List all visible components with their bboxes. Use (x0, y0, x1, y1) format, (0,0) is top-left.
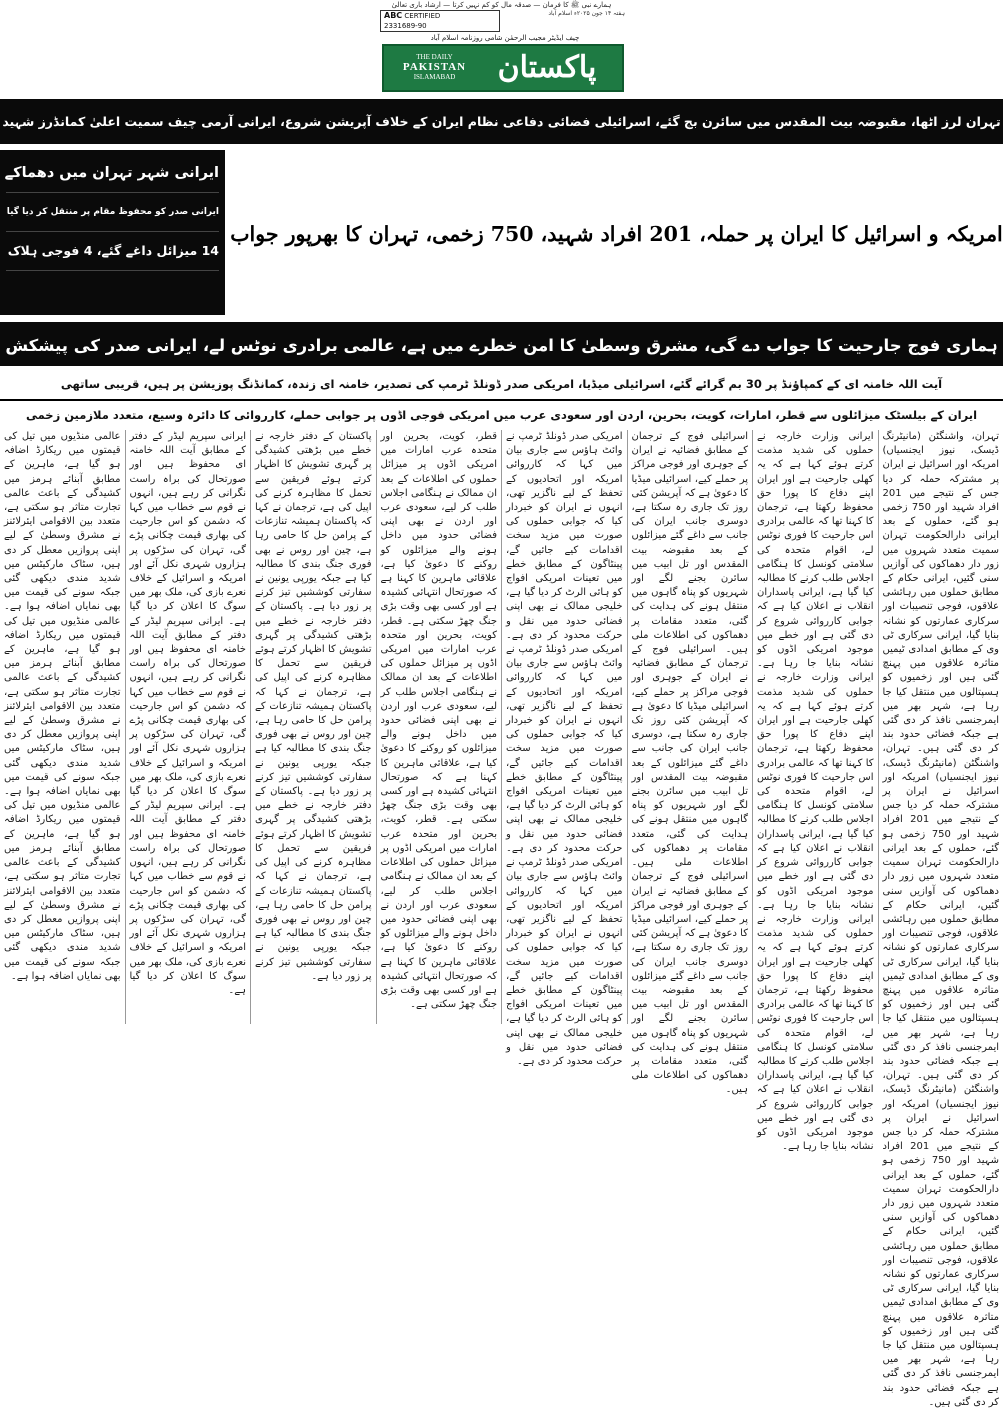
phone-number: 2331689-90 (384, 22, 427, 30)
abc-label: ABC (384, 11, 402, 20)
article-column: عالمی منڈیوں میں تیل کی قیمتوں میں ریکارڈ اضافہ ہو گیا ہے، ماہرین کے مطابق آبنائے ہرمز میں کشیدگی کے باعث عالمی تجارت متاثر ہو سکتی ہے، متعدد بین الاقوامی ایئرلائنز نے مشرق وسطیٰ کے لیے اپنی پروازیں معطل کر دی ہیں، سٹاک مارکیٹس میں شدید مندی دیکھی گئی جبکہ سونے کی قیمت میں بھی نمایاں اضافہ ہوا ہے۔ عالمی منڈیوں میں تیل کی قیمتوں میں ریکارڈ اضافہ ہو گیا ہے، ماہرین کے مطابق آبنائے ہرمز میں کشیدگی کے باعث عالمی تجارت متاثر ہو سکتی ہے، متعدد بین الاقوامی ایئرلائنز نے مشرق وسطیٰ کے لیے اپنی پروازیں معطل کر دی ہیں، سٹاک مارکیٹس میں شدید مندی دیکھی گئی جبکہ سونے کی قیمت میں بھی نمایاں اضافہ ہوا ہے۔ عالمی منڈیوں میں تیل کی قیمتوں میں ریکارڈ اضافہ ہو گیا ہے، ماہرین کے مطابق آبنائے ہرمز میں کشیدگی کے باعث عالمی تجارت متاثر ہو سکتی ہے، متعدد بین الاقوامی ایئرلائنز نے مشرق وسطیٰ کے لیے اپنی پروازیں معطل کر دی ہیں، سٹاک مارکیٹس میں شدید مندی دیکھی گئی جبکہ سونے کی قیمت میں بھی نمایاں اضافہ ہوا ہے۔ (0, 430, 125, 1024)
logo-english-the-daily: THE DAILY (392, 52, 477, 62)
date-line: ہفتہ ۱۴ جون ۲۰۲۵ء اسلام آباد (505, 10, 625, 32)
main-headline: امریکہ و اسرائیل کا ایران پر حملہ، 201 افراد شہید، 750 زخمی، تہران کا بھرپور جواب (230, 148, 1003, 320)
side-highlight-line: ایرانی شہر تہران میں دھماکے (6, 154, 219, 193)
info-line-2: ایران کے بیلسٹک میزائلوں سے قطر، امارات، کویت، بحرین، اردن اور سعودی عرب میں امریکی فوجی اڈوں پر جوابی حملے، کارروائی کا دائرہ وسیع، متعدد ملازمین زخمی (0, 404, 1003, 426)
logo-english-name: PAKISTAN (392, 62, 477, 72)
editor-line: چیف ایڈیٹر مجیب الرحمٰن شامی روزنامہ اسلام آباد (385, 32, 625, 44)
abc-certification-box (380, 10, 500, 32)
article-column: اسرائیلی فوج کے ترجمان کے مطابق فضائیہ نے ایران کے جوہری اور فوجی مراکز پر حملے کیے، اسرائیلی میڈیا کا دعویٰ ہے کہ آپریشن کئی روز تک جاری رہ سکتا ہے، دوسری جانب ایران کی جانب سے داغے گئے میزائلوں کے بعد مقبوضہ بیت المقدس اور تل ابیب میں سائرن بجنے لگے اور شہریوں کو پناہ گاہوں میں منتقل ہونے کی ہدایت کی گئی، متعدد مقامات پر دھماکوں کی اطلاعات ملی ہیں۔ اسرائیلی فوج کے ترجمان کے مطابق فضائیہ نے ایران کے جوہری اور فوجی مراکز پر حملے کیے، اسرائیلی میڈیا کا دعویٰ ہے کہ آپریشن کئی روز تک جاری رہ سکتا ہے، دوسری جانب ایران کی جانب سے داغے گئے میزائلوں کے بعد مقبوضہ بیت المقدس اور تل ابیب میں سائرن بجنے لگے اور شہریوں کو پناہ گاہوں میں منتقل ہونے کی ہدایت کی گئی، متعدد مقامات پر دھماکوں کی اطلاعات ملی ہیں۔ اسرائیلی فوج کے ترجمان کے مطابق فضائیہ نے ایران کے جوہری اور فوجی مراکز پر حملے کیے، اسرائیلی میڈیا کا دعویٰ ہے کہ آپریشن کئی روز تک جاری رہ سکتا ہے، دوسری جانب ایران کی جانب سے داغے گئے میزائلوں کے بعد مقبوضہ بیت المقدس اور تل ابیب میں سائرن بجنے لگے اور شہریوں کو پناہ گاہوں میں منتقل ہونے کی ہدایت کی گئی، متعدد مقامات پر دھماکوں کی اطلاعات ملی ہیں۔ (627, 430, 753, 1024)
side-highlights-box (0, 150, 225, 315)
article-column: قطر، کویت، بحرین اور متحدہ عرب امارات میں امریکی اڈوں پر میزائل حملوں کی اطلاعات کے بعد ان ممالک نے ہنگامی اجلاس طلب کر لیے، سعودی عرب اور اردن نے بھی اپنی فضائی حدود میں داخل ہونے والے میزائلوں کو روکنے کا دعویٰ کیا ہے، علاقائی ماہرین کا کہنا ہے کہ صورتحال انتہائی کشیدہ ہے اور کسی بھی وقت بڑی جنگ چھڑ سکتی ہے۔ قطر، کویت، بحرین اور متحدہ عرب امارات میں امریکی اڈوں پر میزائل حملوں کی اطلاعات کے بعد ان ممالک نے ہنگامی اجلاس طلب کر لیے، سعودی عرب اور اردن نے بھی اپنی فضائی حدود میں داخل ہونے والے میزائلوں کو روکنے کا دعویٰ کیا ہے، علاقائی ماہرین کا کہنا ہے کہ صورتحال انتہائی کشیدہ ہے اور کسی بھی وقت بڑی جنگ چھڑ سکتی ہے۔ قطر، کویت، بحرین اور متحدہ عرب امارات میں امریکی اڈوں پر میزائل حملوں کی اطلاعات کے بعد ان ممالک نے ہنگامی اجلاس طلب کر لیے، سعودی عرب اور اردن نے بھی اپنی فضائی حدود میں داخل ہونے والے میزائلوں کو روکنے کا دعویٰ کیا ہے، علاقائی ماہرین کا کہنا ہے کہ صورتحال انتہائی کشیدہ ہے اور کسی بھی وقت بڑی جنگ چھڑ سکتی ہے۔ (376, 430, 502, 1024)
article-column: تہران، واشنگٹن (مانیٹرنگ ڈیسک، نیوز ایجنسیاں) امریکہ اور اسرائیل نے ایران پر مشترکہ حملہ کر دیا جس کے نتیجے میں 201 افراد شہید اور 750 زخمی ہو گئے، حملوں کے بعد ایرانی دارالحکومت تہران سمیت متعدد شہروں میں زور دار دھماکوں کی آوازیں سنی گئیں، ایرانی حکام کے مطابق حملوں میں رہائشی علاقوں، فوجی تنصیبات اور سرکاری عمارتوں کو نشانہ بنایا گیا، ایرانی سرکاری ٹی وی کے مطابق امدادی ٹیمیں متاثرہ علاقوں میں پہنچ گئی ہیں اور زخمیوں کو ہسپتالوں میں منتقل کیا جا رہا ہے، شہر بھر میں ایمرجنسی نافذ کر دی گئی ہے جبکہ فضائی حدود بند کر دی گئی ہیں۔ تہران، واشنگٹن (مانیٹرنگ ڈیسک، نیوز ایجنسیاں) امریکہ اور اسرائیل نے ایران پر مشترکہ حملہ کر دیا جس کے نتیجے میں 201 افراد شہید اور 750 زخمی ہو گئے، حملوں کے بعد ایرانی دارالحکومت تہران سمیت متعدد شہروں میں زور دار دھماکوں کی آوازیں سنی گئیں، ایرانی حکام کے مطابق حملوں میں رہائشی علاقوں، فوجی تنصیبات اور سرکاری عمارتوں کو نشانہ بنایا گیا، ایرانی سرکاری ٹی وی کے مطابق امدادی ٹیمیں متاثرہ علاقوں میں پہنچ گئی ہیں اور زخمیوں کو ہسپتالوں میں منتقل کیا جا رہا ہے، شہر بھر میں ایمرجنسی نافذ کر دی گئی ہے جبکہ فضائی حدود بند کر دی گئی ہیں۔ تہران، واشنگٹن (مانیٹرنگ ڈیسک، نیوز ایجنسیاں) امریکہ اور اسرائیل نے ایران پر مشترکہ حملہ کر دیا جس کے نتیجے میں 201 افراد شہید اور 750 زخمی ہو گئے، حملوں کے بعد ایرانی دارالحکومت تہران سمیت متعدد شہروں میں زور دار دھماکوں کی آوازیں سنی گئیں، ایرانی حکام کے مطابق حملوں میں رہائشی علاقوں، فوجی تنصیبات اور سرکاری عمارتوں کو نشانہ بنایا گیا، ایرانی سرکاری ٹی وی کے مطابق امدادی ٹیمیں متاثرہ علاقوں میں پہنچ گئی ہیں اور زخمیوں کو ہسپتالوں میں منتقل کیا جا رہا ہے، شہر بھر میں ایمرجنسی نافذ کر دی گئی ہے جبکہ فضائی حدود بند کر دی گئی ہیں۔ (878, 430, 1003, 1024)
sub-headline-banner: ہماری فوج جارحیت کا جواب دے گی، مشرق وسطیٰ کا امن خطرے میں ہے، عالمی برادری نوٹس لے، ایرانی صدر کی پیشکش (0, 322, 1003, 370)
logo-english-block (392, 52, 477, 82)
newspaper-logo (382, 44, 624, 92)
side-highlight-line: ایرانی صدر کو محفوظ مقام پر منتقل کر دیا گیا (6, 193, 219, 232)
article-column: ایرانی وزارت خارجہ نے حملوں کی شدید مذمت کرتے ہوئے کہا ہے کہ یہ کھلی جارحیت ہے اور ایران اپنے دفاع کا پورا حق محفوظ رکھتا ہے، ترجمان کا کہنا تھا کہ عالمی برادری اس جارحیت کا فوری نوٹس لے، اقوام متحدہ کی سلامتی کونسل کا ہنگامی اجلاس طلب کرنے کا مطالبہ کیا گیا ہے، ایرانی پاسداران انقلاب نے اعلان کیا ہے کہ جوابی کارروائی شروع کر دی گئی ہے اور خطے میں موجود امریکی اڈوں کو نشانہ بنایا جا رہا ہے۔ ایرانی وزارت خارجہ نے حملوں کی شدید مذمت کرتے ہوئے کہا ہے کہ یہ کھلی جارحیت ہے اور ایران اپنے دفاع کا پورا حق محفوظ رکھتا ہے، ترجمان کا کہنا تھا کہ عالمی برادری اس جارحیت کا فوری نوٹس لے، اقوام متحدہ کی سلامتی کونسل کا ہنگامی اجلاس طلب کرنے کا مطالبہ کیا گیا ہے، ایرانی پاسداران انقلاب نے اعلان کیا ہے کہ جوابی کارروائی شروع کر دی گئی ہے اور خطے میں موجود امریکی اڈوں کو نشانہ بنایا جا رہا ہے۔ ایرانی وزارت خارجہ نے حملوں کی شدید مذمت کرتے ہوئے کہا ہے کہ یہ کھلی جارحیت ہے اور ایران اپنے دفاع کا پورا حق محفوظ رکھتا ہے، ترجمان کا کہنا تھا کہ عالمی برادری اس جارحیت کا فوری نوٹس لے، اقوام متحدہ کی سلامتی کونسل کا ہنگامی اجلاس طلب کرنے کا مطالبہ کیا گیا ہے، ایرانی پاسداران انقلاب نے اعلان کیا ہے کہ جوابی کارروائی شروع کر دی گئی ہے اور خطے میں موجود امریکی اڈوں کو نشانہ بنایا جا رہا ہے۔ (752, 430, 878, 1024)
logo-english-city: ISLAMABAD (392, 72, 477, 82)
logo-urdu-title: پاکستان (482, 46, 612, 90)
side-highlight-line: 14 میزائل داغے گئے، 4 فوجی ہلاک (6, 232, 219, 271)
abc-certified-label: CERTIFIED (404, 12, 440, 20)
article-column: امریکی صدر ڈونلڈ ٹرمپ نے وائٹ ہاؤس سے جاری بیان میں کہا کہ کارروائی امریکہ اور اتحادیوں کے تحفظ کے لیے ناگزیر تھی، انہوں نے ایران کو خبردار کیا کہ جوابی حملوں کی صورت میں مزید سخت اقدامات کیے جائیں گے، پینٹاگون کے مطابق خطے میں تعینات امریکی افواج کو ہائی الرٹ کر دیا گیا ہے، خلیجی ممالک نے بھی اپنی فضائی حدود میں نقل و حرکت محدود کر دی ہے۔ امریکی صدر ڈونلڈ ٹرمپ نے وائٹ ہاؤس سے جاری بیان میں کہا کہ کارروائی امریکہ اور اتحادیوں کے تحفظ کے لیے ناگزیر تھی، انہوں نے ایران کو خبردار کیا کہ جوابی حملوں کی صورت میں مزید سخت اقدامات کیے جائیں گے، پینٹاگون کے مطابق خطے میں تعینات امریکی افواج کو ہائی الرٹ کر دیا گیا ہے، خلیجی ممالک نے بھی اپنی فضائی حدود میں نقل و حرکت محدود کر دی ہے۔ امریکی صدر ڈونلڈ ٹرمپ نے وائٹ ہاؤس سے جاری بیان میں کہا کہ کارروائی امریکہ اور اتحادیوں کے تحفظ کے لیے ناگزیر تھی، انہوں نے ایران کو خبردار کیا کہ جوابی حملوں کی صورت میں مزید سخت اقدامات کیے جائیں گے، پینٹاگون کے مطابق خطے میں تعینات امریکی افواج کو ہائی الرٹ کر دیا گیا ہے، خلیجی ممالک نے بھی اپنی فضائی حدود میں نقل و حرکت محدود کر دی ہے۔ (501, 430, 627, 1024)
info-line-1: آیت اللہ خامنہ ای کے کمپاؤنڈ پر 30 بم گرائے گئے، اسرائیلی میڈیا، امریکی صدر ڈونلڈ ٹرمپ کی تصدیر، خامنہ ای زندہ، کمانڈنگ پوزیشن پر ہیں، قریبی ساتھی (0, 372, 1003, 396)
article-column: پاکستان کے دفتر خارجہ نے خطے میں بڑھتی کشیدگی پر گہری تشویش کا اظہار کرتے ہوئے فریقین سے تحمل کا مظاہرہ کرنے کی اپیل کی ہے، ترجمان نے کہا کہ پاکستان ہمیشہ تنازعات کے پرامن حل کا حامی رہا ہے، چین اور روس نے بھی فوری جنگ بندی کا مطالبہ کیا ہے جبکہ یورپی یونین نے سفارتی کوششیں تیز کرنے پر زور دیا ہے۔ پاکستان کے دفتر خارجہ نے خطے میں بڑھتی کشیدگی پر گہری تشویش کا اظہار کرتے ہوئے فریقین سے تحمل کا مظاہرہ کرنے کی اپیل کی ہے، ترجمان نے کہا کہ پاکستان ہمیشہ تنازعات کے پرامن حل کا حامی رہا ہے، چین اور روس نے بھی فوری جنگ بندی کا مطالبہ کیا ہے جبکہ یورپی یونین نے سفارتی کوششیں تیز کرنے پر زور دیا ہے۔ پاکستان کے دفتر خارجہ نے خطے میں بڑھتی کشیدگی پر گہری تشویش کا اظہار کرتے ہوئے فریقین سے تحمل کا مظاہرہ کرنے کی اپیل کی ہے، ترجمان نے کہا کہ پاکستان ہمیشہ تنازعات کے پرامن حل کا حامی رہا ہے، چین اور روس نے بھی فوری جنگ بندی کا مطالبہ کیا ہے جبکہ یورپی یونین نے سفارتی کوششیں تیز کرنے پر زور دیا ہے۔ (250, 430, 376, 1024)
divider (0, 399, 1003, 401)
article-column: ایرانی سپریم لیڈر کے دفتر کے مطابق آیت اللہ خامنہ ای محفوظ ہیں اور صورتحال کی براہ راست نگرانی کر رہے ہیں، انہوں نے قوم سے خطاب میں کہا کہ دشمن کو اس جارحیت کی بھاری قیمت چکانی پڑے گی، تہران کی سڑکوں پر ہزاروں شہری نکل آئے اور امریکہ و اسرائیل کے خلاف نعرے بازی کی، ملک بھر میں سوگ کا اعلان کر دیا گیا ہے۔ ایرانی سپریم لیڈر کے دفتر کے مطابق آیت اللہ خامنہ ای محفوظ ہیں اور صورتحال کی براہ راست نگرانی کر رہے ہیں، انہوں نے قوم سے خطاب میں کہا کہ دشمن کو اس جارحیت کی بھاری قیمت چکانی پڑے گی، تہران کی سڑکوں پر ہزاروں شہری نکل آئے اور امریکہ و اسرائیل کے خلاف نعرے بازی کی، ملک بھر میں سوگ کا اعلان کر دیا گیا ہے۔ ایرانی سپریم لیڈر کے دفتر کے مطابق آیت اللہ خامنہ ای محفوظ ہیں اور صورتحال کی براہ راست نگرانی کر رہے ہیں، انہوں نے قوم سے خطاب میں کہا کہ دشمن کو اس جارحیت کی بھاری قیمت چکانی پڑے گی، تہران کی سڑکوں پر ہزاروں شہری نکل آئے اور امریکہ و اسرائیل کے خلاف نعرے بازی کی، ملک بھر میں سوگ کا اعلان کر دیا گیا ہے۔ (125, 430, 251, 1024)
top-news-ticker: تہران لرز اٹھا، مقبوضہ بیت المقدس میں سائرن بج گئے، اسرائیلی فضائی دفاعی نظام ایران کے خلاف آپریشن شروع، ایرانی آرمی چیف سمیت اعلیٰ کمانڈرز شہید (0, 99, 1003, 144)
article-columns (0, 430, 1003, 1024)
masthead-top-strip: ہمارے نبی ﷺ کا فرمان — صدقہ مال کو کم نہیں کرتا — ارشاد باری تعالیٰ (0, 0, 1003, 10)
